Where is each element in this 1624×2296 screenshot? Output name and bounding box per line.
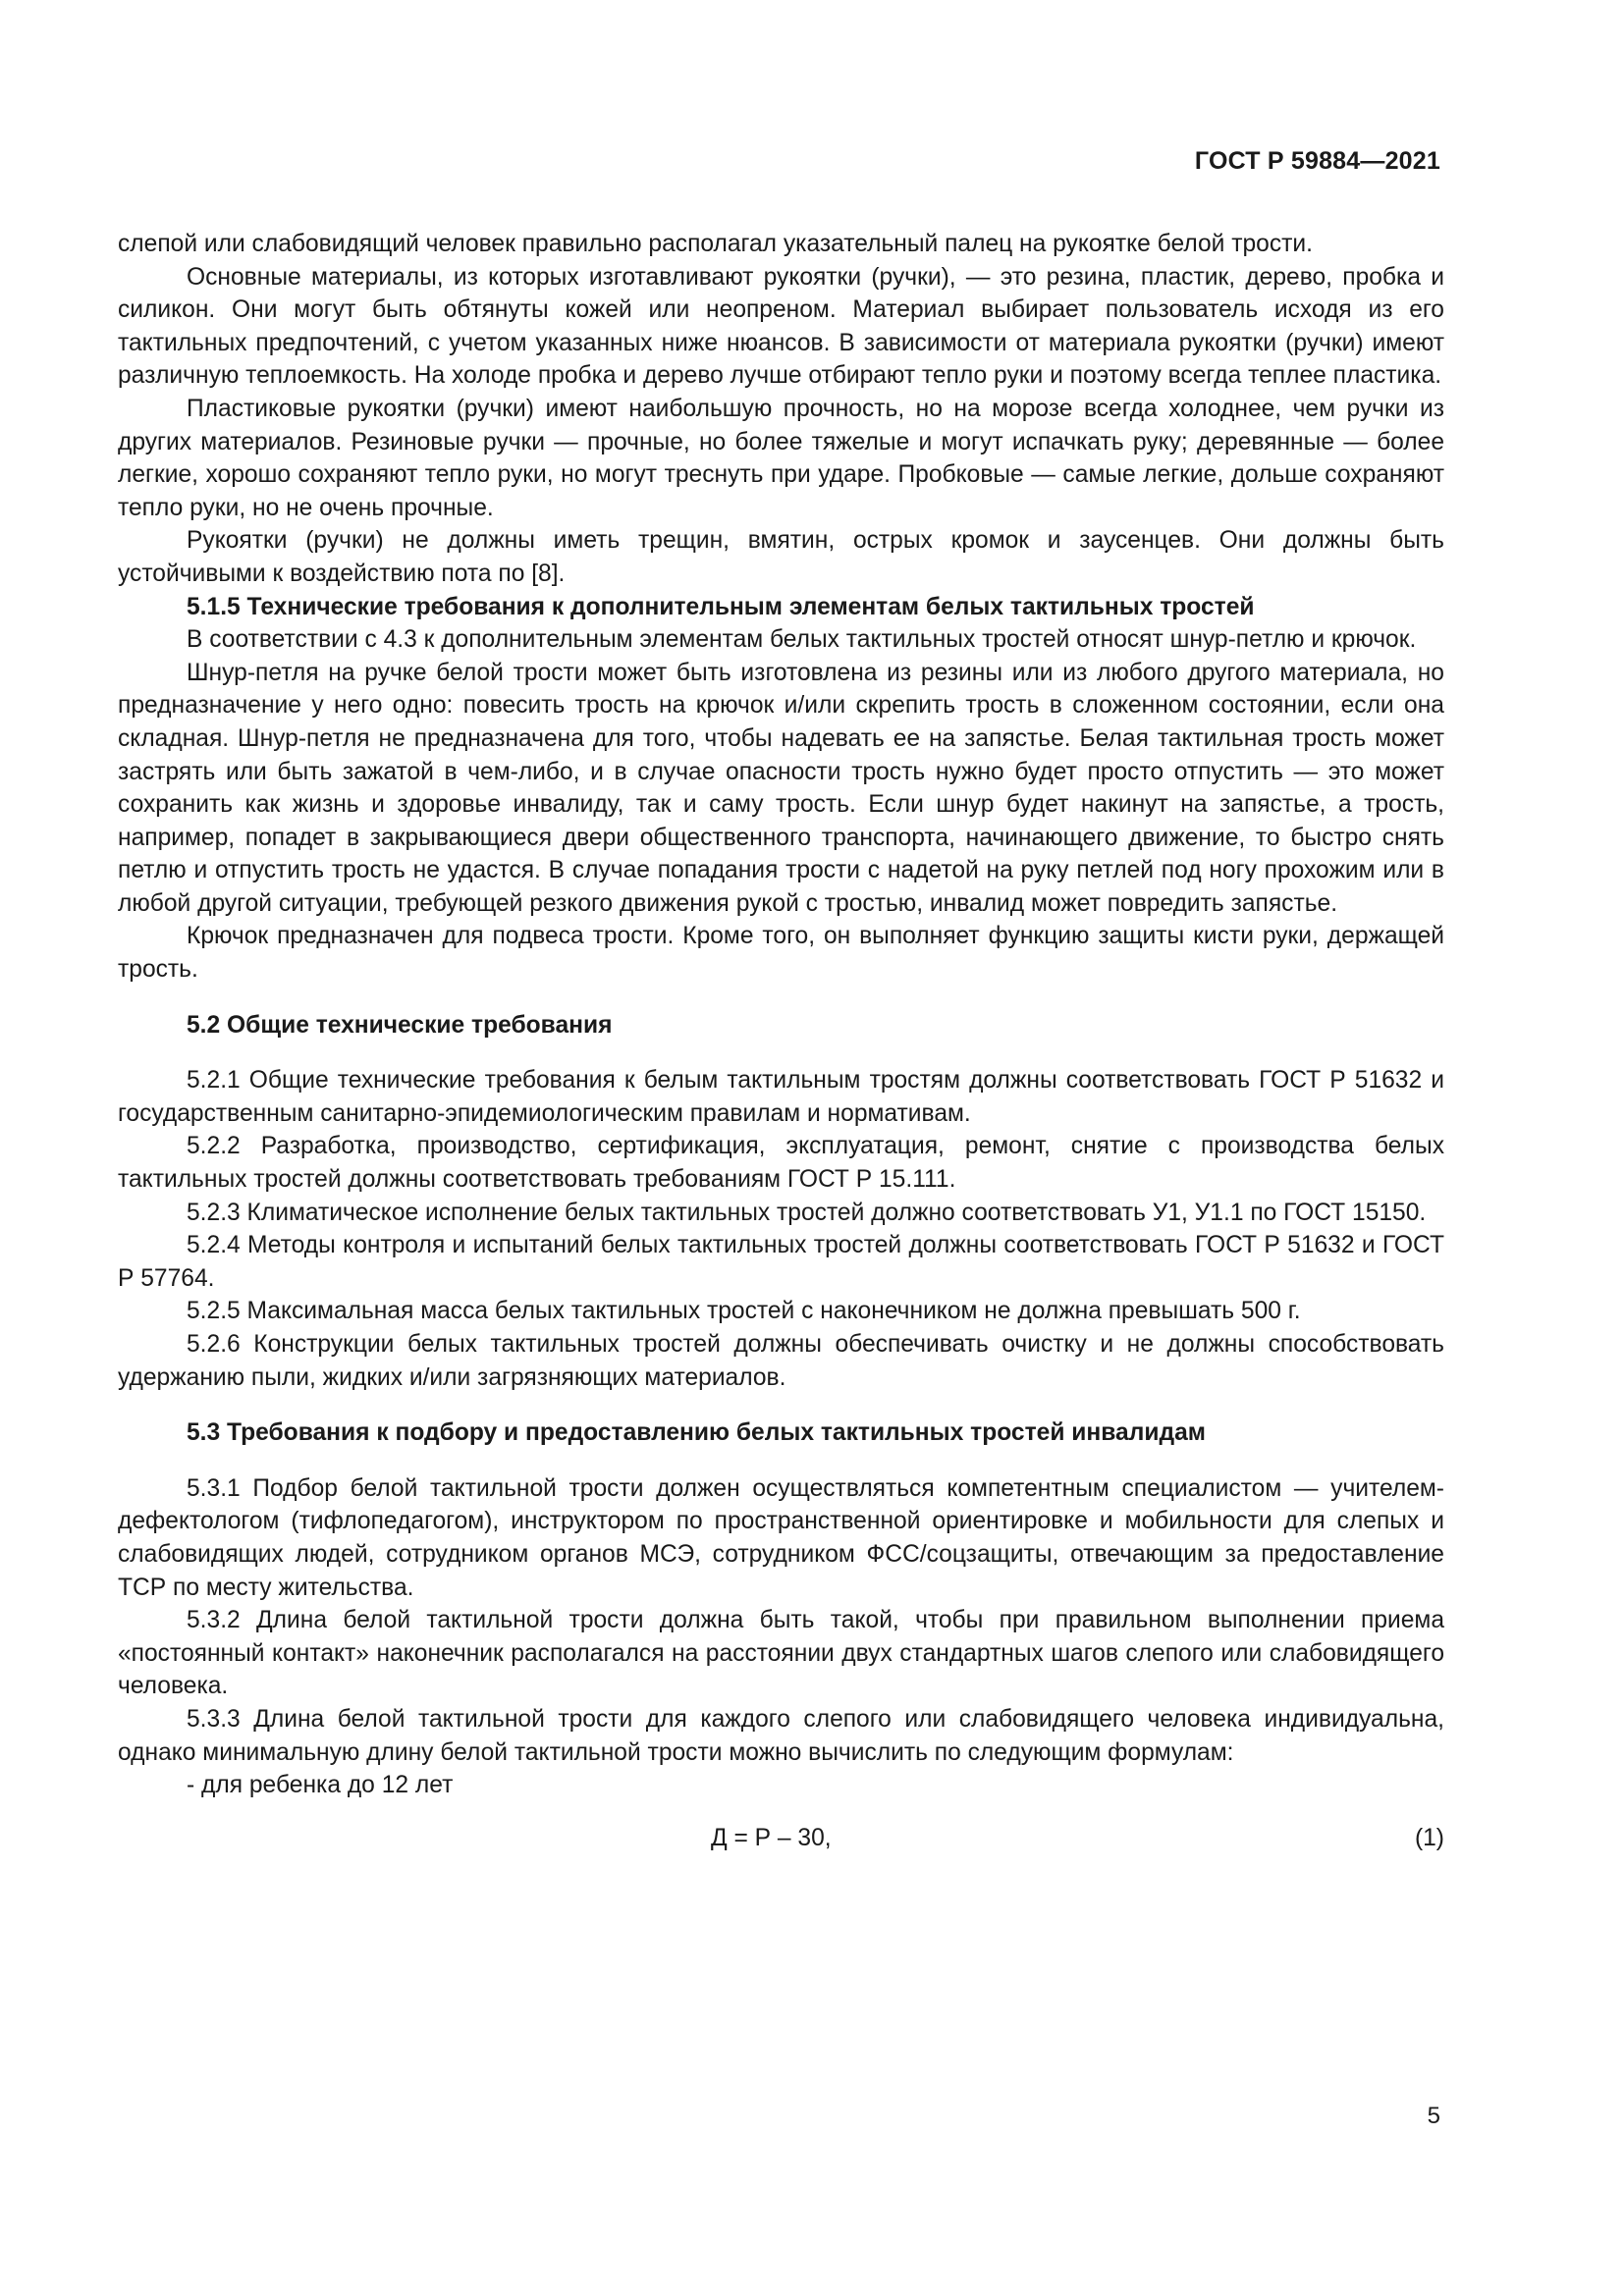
paragraph: В соответствии с 4.3 к дополнительным элементам белых тактильных тростей относят шнур-петлю и крючок. [187,626,1417,654]
subsection-heading: 5.1.5 Технические требования к дополнительным элементам белых тактильных тростей [187,593,1255,620]
paragraph: 5.2.6 Конструкции белых тактильных тростей должны обеспечивать очистку и не должны способствовать удержанию пыли, жидких и/или загрязняющих материалов. [118,1331,1444,1391]
paragraph: Крючок предназначен для подвеса трости. Кроме того, он выполняет функцию защиты кисти руки, держащей трость. [118,923,1444,984]
formula-number: (1) [1414,1824,1444,1851]
paragraph: 5.2.1 Общие технические требования к белым тактильным тростям должны соответствовать ГОСТ Р 51632 и государственным санитарно-эпидемиологическим правилам и нормативам. [118,1067,1444,1127]
paragraph: Основные материалы, из которых изготавливают рукоятки (ручки), — это резина, пластик, дерево, пробка и силикон. Они могут быть обтянуты кожей или неопреном. Материал выбирает пользователь исходя из его тактильных предпочтений, с учетом указанных ниже нюансов. В зависимости от материала рукоятки (ручки) имеют различную теплоемкость. На холоде пробка и дерево лучше отбирают тепло руки и поэтому всегда теплее пластика. [118,263,1444,390]
formula-line [118,1822,1444,1857]
paragraph: 5.2.4 Методы контроля и испытаний белых тактильных тростей должны соответствовать ГОСТ Р 51632 и ГОСТ Р 57764. [118,1232,1444,1292]
section-heading: 5.3 Требования к подбору и предоставлению белых тактильных тростей инвалидам [187,1419,1206,1447]
formula-expression: Д = Р – 30, [711,1824,832,1851]
paragraph: Шнур-петля на ручке белой трости может быть изготовлена из резины или из любого другого материала, но предназначение у него одно: повесить трость на крючок и/или скрепить трость в сложенном состоянии, если она складная. Шнур-петля не предназначена для того, чтобы надевать ее на запястье. Белая тактильная трость может застрять или быть зажатой в чем-либо, и в случае опасности трость нужно будет просто отпустить — это может сохранить как жизнь и здоровье инвалиду, так и саму трость. Если шнур будет накинут на запястье, а трость, например, попадет в закрывающиеся двери общественного транспорта, начинающего движение, то быстро снять петлю и отпустить трость не удастся. В случае попадания трости с надетой на руку петлей под ногу прохожим или в любой другой ситуации, требующей резкого движения рукой с тростью, инвалид может повредить запястье. [118,659,1444,917]
paragraph: 5.2.5 Максимальная масса белых тактильных тростей с наконечником не должна превышать 500 г. [187,1298,1301,1325]
section-heading: 5.2 Общие технические требования [187,1011,613,1039]
paragraph: Рукоятки (ручки) не должны иметь трещин, вмятин, острых кромок и заусенцев. Они должны быть устойчивыми к воздействию пота по [8]. [118,527,1444,587]
paragraph: Пластиковые рукоятки (ручки) имеют наибольшую прочность, но на морозе всегда холоднее, чем ручки из других материалов. Резиновые ручки — прочные, но более тяжелые и могут испачкать руку; деревянные — более легкие, хорошо сохраняют тепло руки, но могут треснуть при ударе. Пробковые — самые легкие, дольше сохраняют тепло руки, но не очень прочные. [118,395,1444,521]
paragraph: 5.3.2 Длина белой тактильной трости должна быть такой, чтобы при правильном выполнении приема «постоянный контакт» наконечник располагался на расстоянии двух стандартных шагов слепого или слабовидящего человека. [118,1607,1444,1700]
paragraph: 5.2.3 Климатическое исполнение белых тактильных тростей должно соответствовать У1, У1.1 по ГОСТ 15150. [187,1199,1427,1226]
list-item: - для ребенка до 12 лет [187,1772,454,1799]
document-body [118,228,1444,1857]
document-code-header: ГОСТ Р 59884—2021 [1194,147,1440,175]
paragraph: 5.3.1 Подбор белой тактильной трости должен осуществляться компетентным специалистом — учителем-дефектологом (тифлопедагогом), инструктором по пространственной ориентировке и мобильности для слепых и слабовидящих людей, сотрудником органов МСЭ, сотрудником ФСС/соцзащиты, отвечающим за предоставление ТСР по месту жительства. [118,1474,1444,1601]
paragraph: 5.2.2 Разработка, производство, сертификация, эксплуатация, ремонт, снятие с производства белых тактильных тростей должны соответствовать требованиям ГОСТ Р 15.111. [118,1133,1444,1194]
page-number: 5 [1427,2103,1440,2129]
paragraph: 5.3.3 Длина белой тактильной трости для каждого слепого или слабовидящего человека индивидуальна, однако минимальную длину белой тактильной трости можно вычислить по следующим формулам: [118,1705,1444,1766]
paragraph: слепой или слабовидящий человек правильно располагал указательный палец на рукоятке белой трости. [118,231,1313,257]
